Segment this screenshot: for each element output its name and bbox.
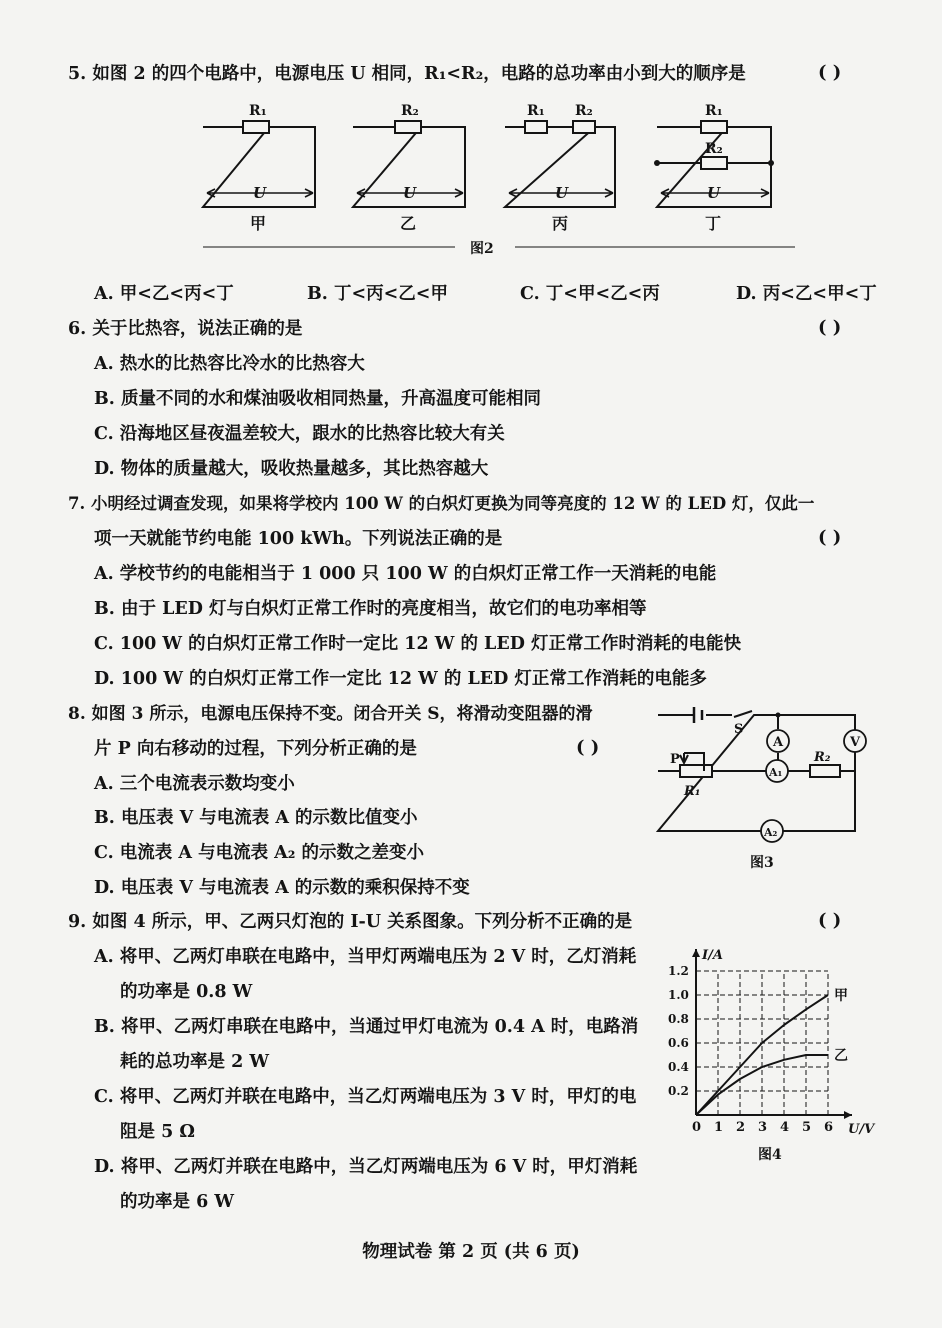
q7-option-b: B. 由于 LED 灯与白炽灯正常工作时的亮度相当，故它们的电功率相等	[94, 599, 647, 619]
switch-label: S	[734, 722, 744, 737]
x-tick-label: 0	[692, 1120, 702, 1135]
u-label-ding: U	[707, 184, 721, 202]
q7-option-c: C. 100 W 的白炽灯正常工作时一定比 12 W 的 LED 灯正常工作时消耗的电能快	[94, 634, 741, 654]
r2-label: R₂	[814, 750, 831, 765]
q8-option-c: C. 电流表 A 与电流表 A₂ 的示数之差变小	[94, 843, 424, 863]
circuit-label-jia: 甲	[250, 214, 267, 233]
y-axis-label: I/A	[702, 948, 723, 963]
q7-option-d: D. 100 W 的白炽灯正常工作一定比 12 W 的 LED 灯正常工作消耗的电能多	[94, 669, 707, 689]
q5-answer-paren[interactable]: ( )	[818, 62, 842, 83]
q5-stem: 5. 如图 2 的四个电路中，电源电压 U 相同，R₁<R₂，电路的总功率由小到大的顺序是	[68, 64, 746, 84]
q7-option-a: A. 学校节约的电能相当于 1 000 只 100 W 的白炽灯正常工作一天消耗的电能	[94, 564, 717, 584]
ammeter-a2-label: A₂	[764, 826, 778, 839]
q9-option-a-line2: 的功率是 0.8 W	[120, 982, 253, 1002]
q9-option-b-line2: 耗的总功率是 2 W	[120, 1052, 270, 1072]
q9-option-c-line2: 阻是 5 Ω	[120, 1122, 195, 1142]
q7-stem-line2: 项一天就能节约电能 100 kWh。下列说法正确的是	[94, 529, 503, 549]
r1-label-jia: R₁	[249, 103, 267, 119]
x-axis-arrow	[844, 1111, 852, 1119]
u-label-bing: U	[555, 184, 569, 202]
y-tick-label: 1.0	[668, 988, 689, 1002]
x-tick-label: 1	[714, 1120, 724, 1135]
r2-label-ding: R₂	[705, 141, 723, 157]
q9-option-b-line1: B. 将甲、乙两灯串联在电路中，当通过甲灯电流为 0.4 A 时，电路消	[94, 1017, 639, 1037]
q9-stem: 9. 如图 4 所示，甲、乙两只灯泡的 I-U 关系图象。下列分析不正确的是	[68, 912, 633, 932]
figure-4-caption: 图4	[758, 1147, 782, 1163]
r2-label-bing: R₂	[575, 103, 593, 119]
y-tick-label: 1.2	[668, 964, 689, 978]
q6-stem: 6. 关于比热容，说法正确的是	[68, 319, 303, 339]
r1-label: R₁	[684, 784, 701, 799]
voltmeter-label: V	[850, 735, 861, 750]
q8-answer-paren[interactable]: ( )	[576, 737, 600, 758]
x-tick-label: 3	[758, 1120, 768, 1135]
q5-option-c: C. 丁<甲<乙<丙	[520, 284, 660, 304]
ammeter-a1-label: A₁	[769, 766, 783, 779]
r1-label-bing: R₁	[527, 103, 545, 119]
x-tick-label: 4	[780, 1120, 790, 1135]
ammeter-a-label: A	[773, 735, 784, 750]
q5-option-b: B. 丁<丙<乙<甲	[307, 284, 448, 304]
q6-option-d: D. 物体的质量越大，吸收热量越多，其比热容越大	[94, 459, 489, 479]
q9-option-c-line1: C. 将甲、乙两灯并联在电路中，当乙灯两端电压为 3 V 时，甲灯的电	[94, 1087, 637, 1107]
series-label-jia: 甲	[834, 988, 848, 1004]
y-axis-arrow	[692, 949, 700, 957]
figure-3-caption: 图3	[750, 855, 774, 870]
r2-label-yi: R₂	[401, 103, 419, 119]
q8-stem-line1: 8. 如图 3 所示，电源电压保持不变。闭合开关 S，将滑动变阻器的滑	[68, 704, 593, 724]
q9-option-a-line1: A. 将甲、乙两灯串联在电路中，当甲灯两端电压为 2 V 时，乙灯消耗	[94, 947, 637, 967]
q6-answer-paren[interactable]: ( )	[818, 317, 842, 338]
q8-option-d: D. 电压表 V 与电流表 A 的示数的乘积保持不变	[94, 878, 470, 898]
figure-3-circuit	[650, 705, 875, 870]
circuit-label-ding: 丁	[705, 214, 722, 233]
q8-stem-line2: 片 P 向右移动的过程，下列分析正确的是	[94, 739, 417, 759]
x-tick-label: 2	[736, 1120, 746, 1135]
figure-4-chart	[660, 935, 885, 1165]
circuit-label-yi: 乙	[400, 214, 417, 233]
r1-label-ding: R₁	[705, 103, 723, 119]
q8-option-a: A. 三个电流表示数均变小	[94, 774, 295, 794]
circuit-label-bing: 丙	[552, 214, 569, 233]
u-label-jia: U	[253, 184, 267, 202]
q5-option-d: D. 丙<乙<甲<丁	[736, 284, 877, 304]
slider-label: P	[670, 752, 680, 767]
q7-answer-paren[interactable]: ( )	[818, 527, 842, 548]
u-label-yi: U	[403, 184, 417, 202]
figure-2-circuits	[195, 95, 795, 255]
figure-2-caption: 图2	[470, 241, 494, 255]
q8-option-b: B. 电压表 V 与电流表 A 的示数比值变小	[94, 808, 418, 828]
page-footer: 物理试卷 第 2 页 (共 6 页)	[362, 1242, 580, 1262]
y-tick-label: 0.8	[668, 1012, 689, 1026]
q6-option-b: B. 质量不同的水和煤油吸收相同热量，升高温度可能相同	[94, 389, 541, 409]
y-tick-label: 0.6	[668, 1036, 689, 1050]
q6-option-c: C. 沿海地区昼夜温差较大，跟水的比热容比较大有关	[94, 424, 505, 444]
q9-option-d-line1: D. 将甲、乙两灯并联在电路中，当乙灯两端电压为 6 V 时，甲灯消耗	[94, 1157, 638, 1177]
y-tick-label: 0.2	[668, 1084, 689, 1098]
x-axis-label: U/V	[848, 1122, 875, 1137]
q6-option-a: A. 热水的比热容比冷水的比热容大	[94, 354, 365, 374]
x-tick-label: 6	[824, 1120, 834, 1135]
q9-option-d-line2: 的功率是 6 W	[120, 1192, 235, 1212]
series-label-yi: 乙	[834, 1048, 848, 1064]
y-tick-label: 0.4	[668, 1060, 689, 1074]
x-tick-label: 5	[802, 1120, 812, 1135]
q5-option-a: A. 甲<乙<丙<丁	[94, 284, 234, 304]
q9-answer-paren[interactable]: ( )	[818, 910, 842, 931]
q7-stem-line1: 7. 小明经过调查发现，如果将学校内 100 W 的白炽灯更换为同等亮度的 12 W 的 LED 灯，仅此一	[68, 494, 815, 513]
